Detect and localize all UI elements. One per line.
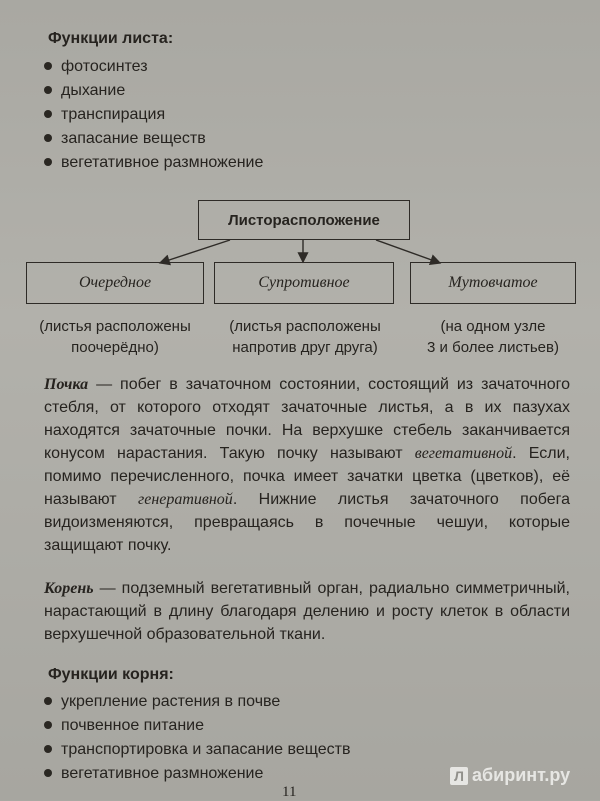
bullet-icon <box>44 769 52 777</box>
arrow-left <box>160 240 230 263</box>
bullet-icon <box>44 721 52 729</box>
list-item: дыхание <box>44 79 263 103</box>
diagram-note-opposite: (листья расположены напротив друг друга) <box>229 318 381 356</box>
labirint-logo-icon: Л <box>450 767 468 785</box>
watermark-logo <box>450 765 570 786</box>
diagram-root-box: Листорасположение <box>198 200 410 240</box>
list-item: вегетативное размножение <box>44 762 350 786</box>
watermark-text: абиринт.ру <box>472 765 571 785</box>
list-item: вегетативное размножение <box>44 151 263 175</box>
root-functions-title: Функции корня: <box>48 666 174 683</box>
list-item: запасание веществ <box>44 127 263 151</box>
list-item: транспирация <box>44 103 263 127</box>
bud-definition: Почка — побег в зачаточном состоянии, состоящий из зачаточного стебля, от которого отходят зачаточные листья, а в их пазухах находятся зачаточные почки. На верхушке стебель заканчивается конусом нарастания. Такую почку называют вегетативной. Если, помимо перечисленного, почка имеет зачатки цветка (цветков), её называют генеративной. Нижние листья зачаточного побега видоизменяются, превращаясь в почечные чешуи, которые защищают почку. <box>44 376 571 554</box>
diagram-note-alternate: (листья расположены поочерёдно) <box>39 318 191 356</box>
diagram-child-alternate: Очередное <box>26 262 204 304</box>
arrow-right <box>376 240 440 263</box>
bullet-icon <box>44 697 52 705</box>
diagram-note-whorled: (на одном узле 3 и более листьев) <box>427 318 559 356</box>
root-definition: Корень — подземный вегетативный орган, радиально симметричный, нарастающий в длину благодаря делению и росту клеток в области верхушечной образовательной ткани. <box>44 580 570 643</box>
diagram-child-whorled: Мутовчатое <box>410 262 576 304</box>
list-item: почвенное питание <box>44 714 350 738</box>
leaf-functions-title: Функции листа: <box>48 30 174 47</box>
list-item: фотосинтез <box>44 55 263 79</box>
root-functions-list <box>44 690 350 786</box>
list-item: транспортировка и запасание веществ <box>44 738 350 762</box>
diagram-child-opposite: Супротивное <box>214 262 394 304</box>
bullet-icon <box>44 745 52 753</box>
page-number: 11 <box>282 784 297 800</box>
list-item: укрепление растения в почве <box>44 690 350 714</box>
